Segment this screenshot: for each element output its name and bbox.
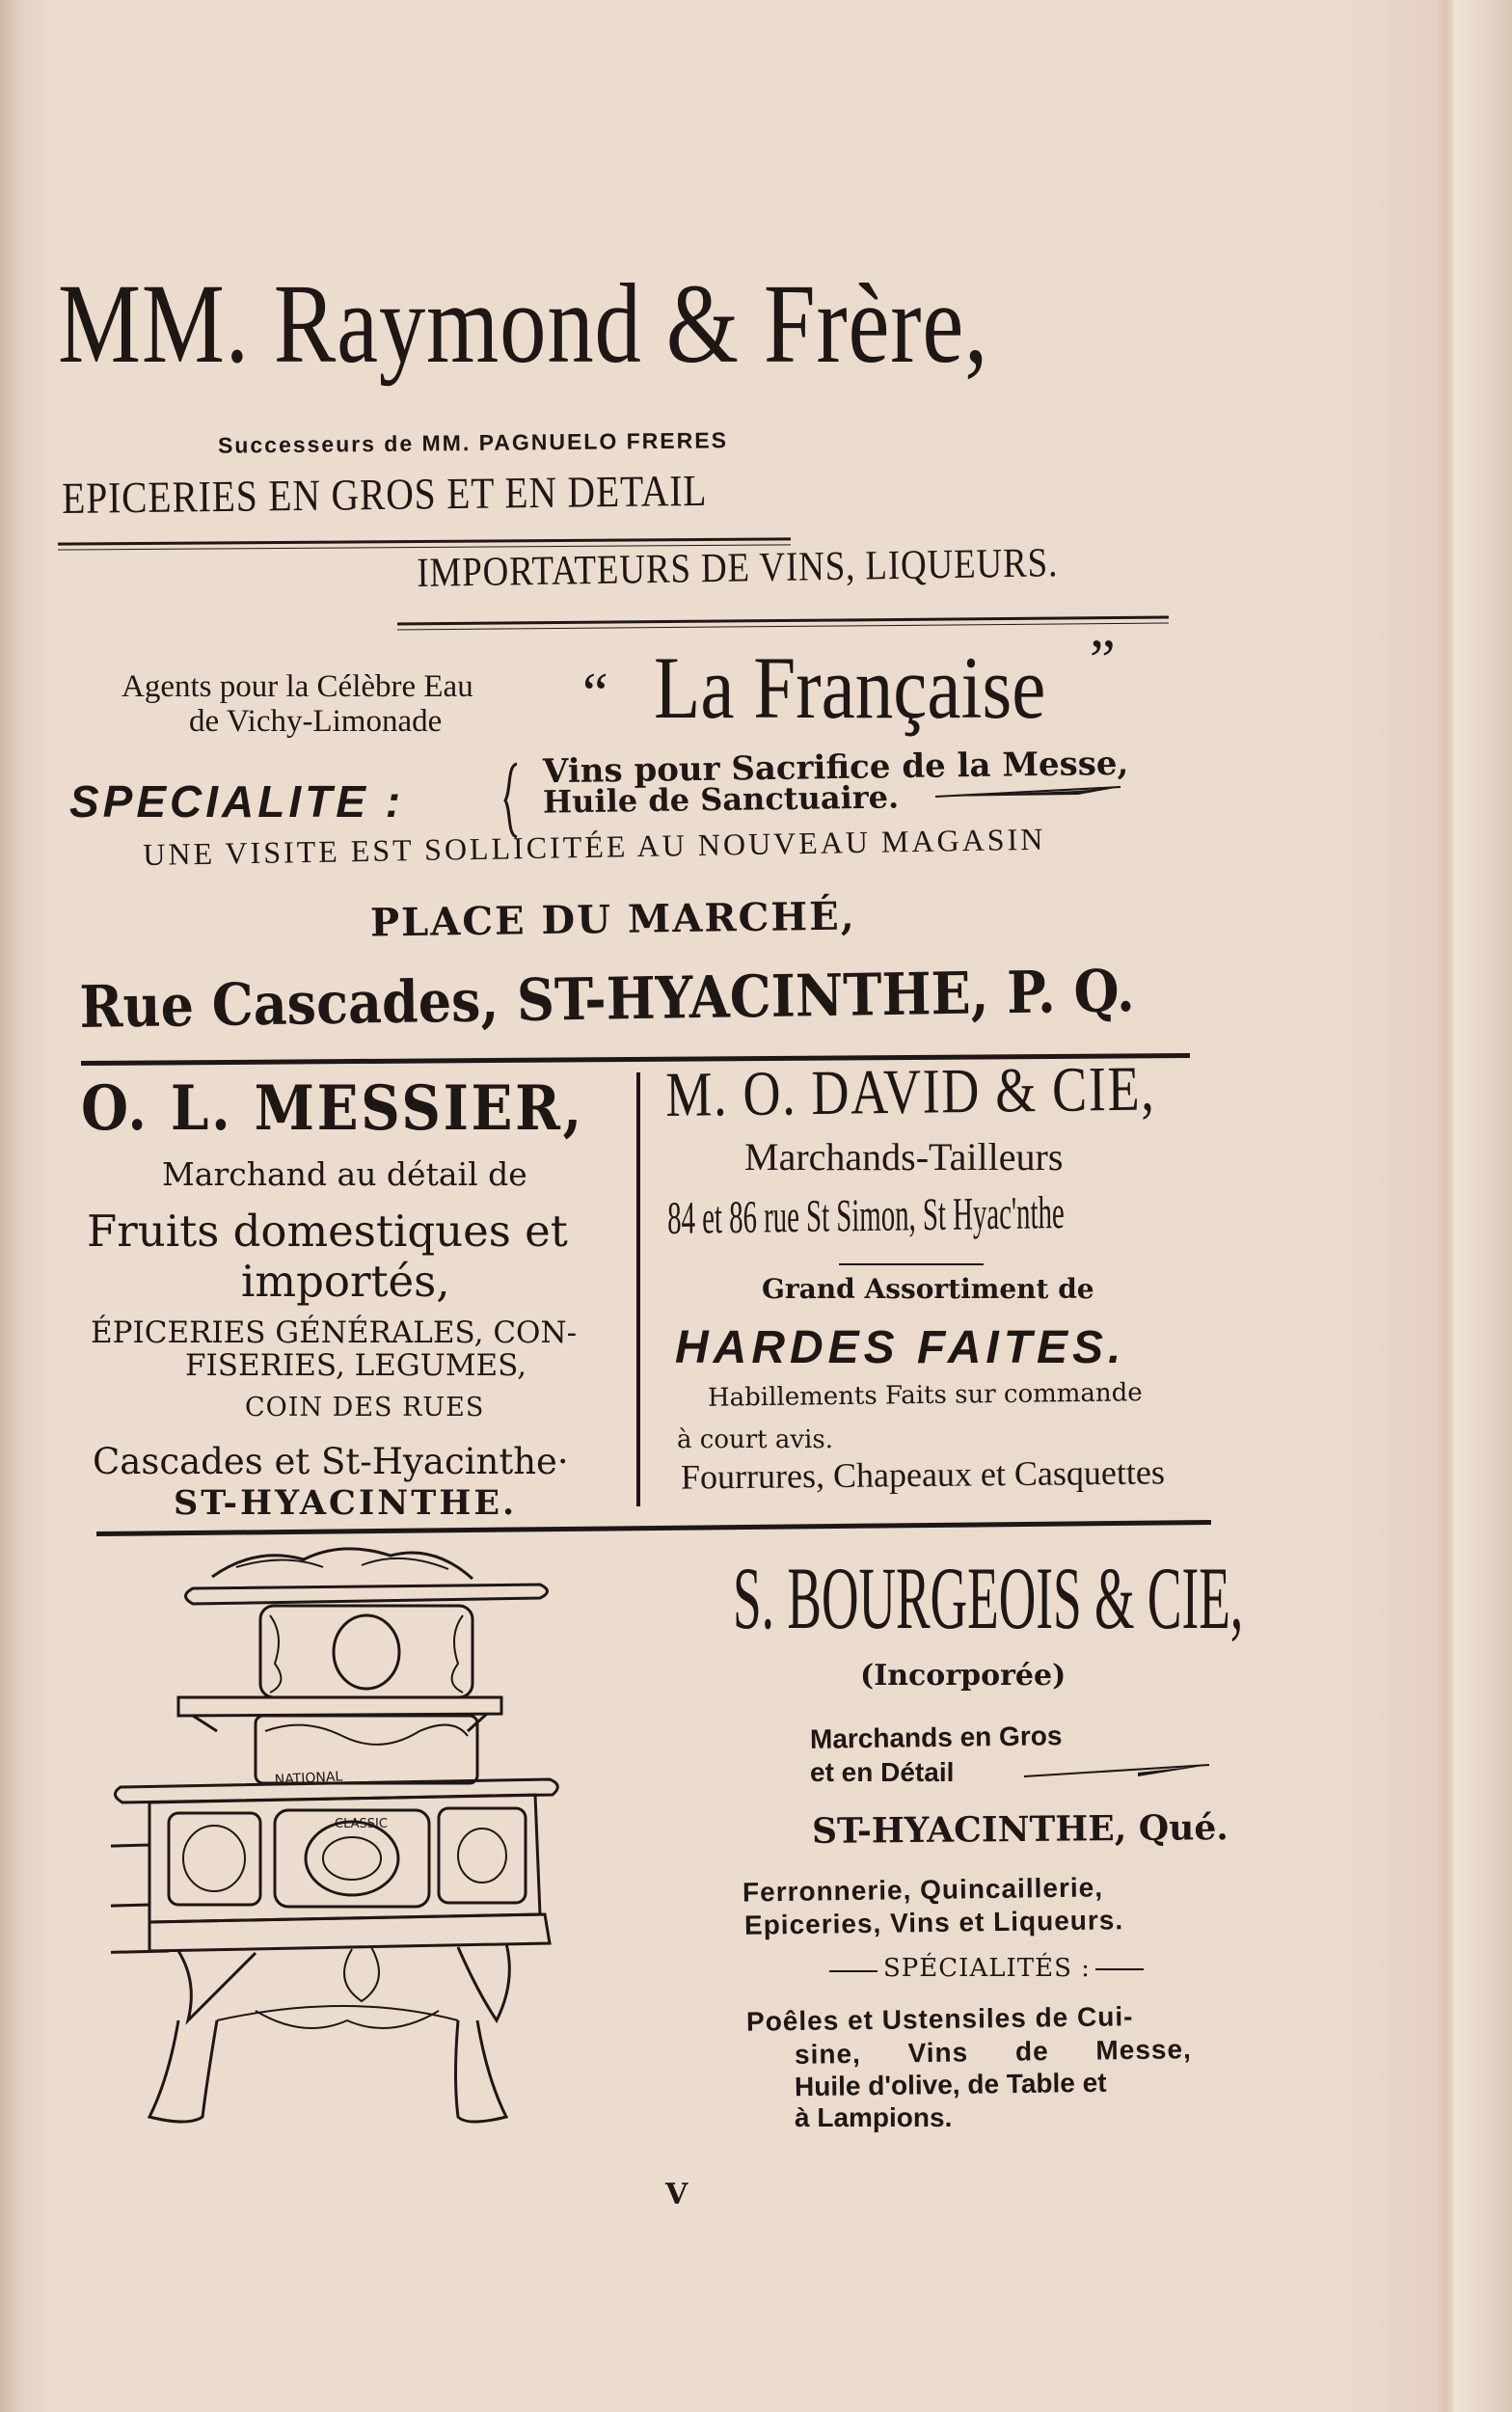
messier-line5: FISERIES, LEGUMES,: [185, 1348, 527, 1383]
bourgeois-flourish: [1022, 1761, 1211, 1782]
bourgeois-line4: Epiceries, Vins et Liqueurs.: [743, 1905, 1124, 1940]
david-name: M. O. DAVID & CIE,: [665, 1053, 1156, 1130]
stove-illustration: [111, 1538, 728, 2175]
bourgeois-line3: Ferronnerie, Quincaillerie,: [742, 1872, 1104, 1908]
messier-line8: ST-HYACINTHE.: [174, 1483, 518, 1523]
raymond-specialite-line2: Huile de Sanctuaire.: [542, 778, 900, 821]
messier-line7: Cascades et St-Hyacinthe·: [93, 1441, 569, 1482]
raymond-specialite-label: SPECIALITE :: [69, 776, 405, 827]
raymond-epiceries: EPICERIES EN GROS ET EN DETAIL: [62, 465, 708, 523]
david-line4: HARDES FAITES.: [675, 1322, 1126, 1373]
bourgeois-line1: Marchands en Gros: [809, 1721, 1063, 1754]
david-line3: Grand Assortiment de: [762, 1273, 1094, 1305]
specialites-rule-right: [1095, 1968, 1144, 1970]
raymond-specialite-line1: Vins pour Sacrifice de la Messe,: [542, 744, 1129, 792]
stove-label-classic: CLASSIC: [335, 1817, 388, 1831]
bourgeois-spec2: sine, Vins de Messe,: [794, 2034, 1193, 2070]
column-divider: [636, 1072, 640, 1506]
raymond-successors: Successeurs de MM. PAGNUELO FRERES: [217, 427, 729, 458]
stove-label-national: NATIONAL: [274, 1769, 343, 1788]
messier-name: O. L. MESSIER,: [81, 1072, 584, 1145]
page-number: V: [665, 2178, 688, 2211]
messier-line4: ÉPICERIES GÉNÉRALES, CON-: [91, 1315, 578, 1350]
bourgeois-line2: et en Détail: [810, 1757, 955, 1787]
messier-line6: COIN DES RUES: [245, 1393, 485, 1423]
specialite-brace-icon: [500, 762, 523, 839]
david-rule: [839, 1263, 984, 1265]
raymond-address: Rue Cascades, ST-HYACINTHE, P. Q.: [79, 958, 1136, 1042]
specialites-rule-left: [829, 1970, 878, 1972]
bourgeois-spec1: Poêles et Ustensiles de Cui-: [745, 2001, 1134, 2037]
raymond-title: MM. Raymond & Frère,: [58, 260, 989, 387]
raymond-francaise: La Française: [654, 638, 1046, 737]
bourgeois-name: S. BOURGEOIS & CIE,: [733, 1549, 1244, 1647]
raymond-importateurs: IMPORTATEURS DE VINS, LIQUEURS.: [417, 540, 1059, 596]
david-line1: Marchands-Tailleurs: [744, 1135, 1064, 1179]
bourgeois-spec3: Huile d'olive, de Table et: [794, 2067, 1107, 2102]
bourgeois-incorporee: (Incorporée): [860, 1659, 1066, 1693]
specialite-flourish: [933, 781, 1122, 804]
raymond-place: PLACE DU MARCHÉ,: [369, 893, 856, 946]
messier-line1: Marchand au détail de: [162, 1155, 527, 1193]
bourgeois-city: ST-HYACINTHE, Qué.: [811, 1807, 1228, 1852]
bourgeois-spec4: à Lampions.: [795, 2102, 953, 2132]
bourgeois-specialites: SPÉCIALITÉS :: [883, 1954, 1091, 1983]
david-line7: Fourrures, Chapeaux et Casquettes: [680, 1452, 1166, 1497]
raymond-agents-line2: de Vichy-Limonade: [189, 704, 443, 739]
francaise-close-quote: ”: [1090, 628, 1116, 691]
raymond-agents-line1: Agents pour la Célèbre Eau: [122, 669, 473, 704]
messier-line2: Fruits domestiques et: [87, 1206, 568, 1257]
francaise-open-quote: “: [582, 662, 608, 725]
messier-line3: importés,: [241, 1256, 450, 1307]
david-line2: 84 et 86 rue St Simon, St Hyac'nthe: [667, 1187, 1065, 1244]
raymond-visite: UNE VISITE EST SOLLICITÉE AU NOUVEAU MAGASIN: [143, 821, 1046, 872]
david-line6: à court avis.: [677, 1425, 833, 1454]
david-line5: Habillements Faits sur commande: [707, 1378, 1143, 1413]
